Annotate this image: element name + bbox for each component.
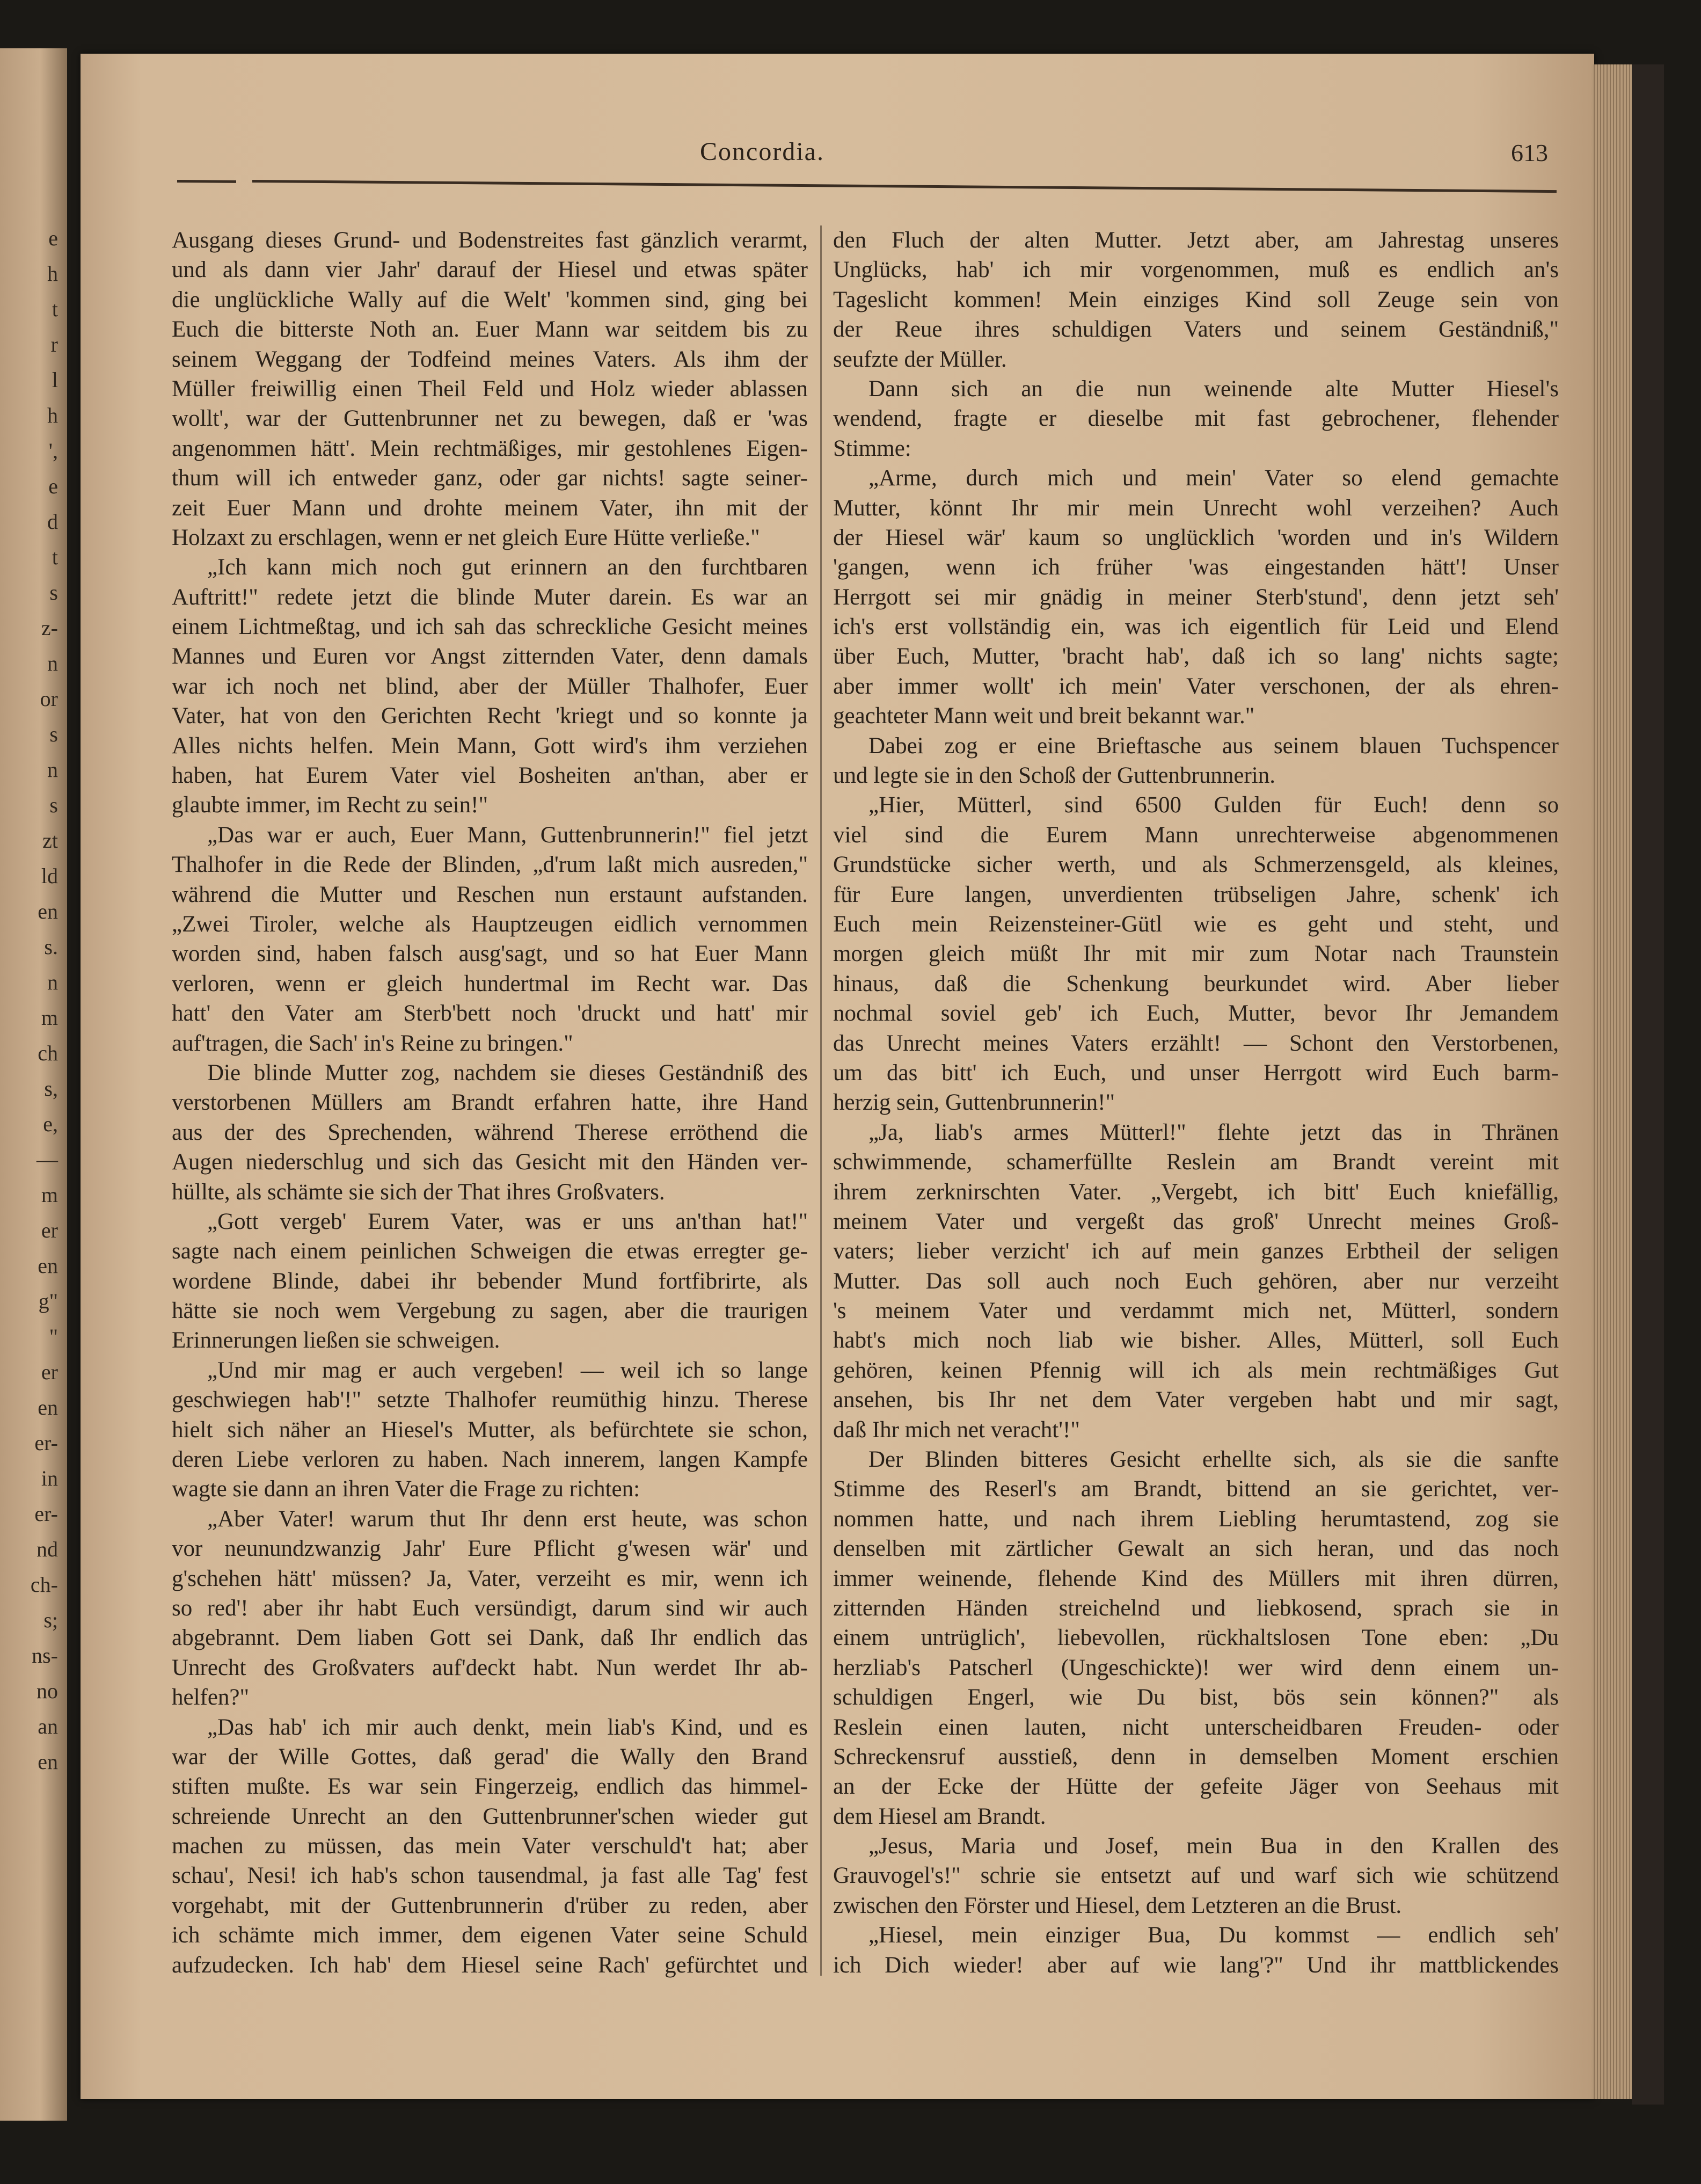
margin-fragment: er — [41, 1218, 58, 1242]
text-line: „Arme, durch mich und mein' Vater so elend gemachte — [868, 465, 1559, 491]
text-line: Euch mein Reizensteiner-Gütl wie es geht und steht, und — [833, 911, 1559, 937]
margin-fragment: in — [41, 1466, 58, 1490]
text-line: der Hiesel wär' kaum so unglücklich 'worden und in's Wildern — [833, 525, 1559, 550]
text-line: „Ja, liab's armes Mütterl!" flehte jetzt das in Thränen — [868, 1119, 1559, 1145]
text-line: denselben mit zärtlicher Gewalt an sich heran, und das noch — [833, 1536, 1559, 1562]
text-line: für Eure langen, unverdienten trübseligen Jahre, schenk' ich — [833, 882, 1559, 907]
text-line: Ausgang dieses Grund- und Bodenstreites fast gänzlich verarmt, — [172, 228, 808, 253]
margin-fragment: s, — [44, 1076, 58, 1101]
paragraph — [833, 374, 1559, 463]
margin-fragment: n — [47, 651, 58, 675]
left-text-column — [172, 225, 808, 1980]
text-line: sagte nach einem peinlichen Schweigen die etwas erregter ge- — [172, 1239, 808, 1264]
text-line: wagte sie dann an ihren Vater die Frage zu richten: — [172, 1476, 640, 1502]
margin-fragment: m — [41, 1006, 58, 1030]
text-line: hätte sie noch wem Vergebung zu sagen, aber die traurigen — [172, 1298, 808, 1324]
margin-fragment: z- — [41, 616, 58, 640]
margin-fragment: s; — [43, 1608, 58, 1632]
text-line: Grauvogel's!" schrie sie entsetzt auf und warf sich wie schützend — [833, 1863, 1559, 1889]
paragraph — [172, 1356, 808, 1504]
text-line: „Gott vergeb' Eurem Vater, was er uns an'than hat!" — [207, 1209, 808, 1234]
text-line: schwimmende, schamerfüllte Reslein am Brandt vereint mit — [833, 1149, 1559, 1175]
text-line: herzig sein, Guttenbrunnerin!" — [833, 1090, 1115, 1116]
text-line: deren Liebe verloren zu haben. Nach innerem, langen Kampfe — [172, 1447, 808, 1473]
margin-fragment: en — [38, 1254, 58, 1278]
text-line: Holzaxt zu erschlagen, wenn er net gleich Eure Hütte verließe." — [172, 525, 760, 550]
paragraph — [172, 1058, 808, 1207]
paragraph — [833, 1445, 1559, 1831]
text-line: worden sind, haben falsch ausg'sagt, und so hat Euer Mann — [172, 941, 808, 967]
text-line: Euch die bitterste Noth an. Euer Mann war seitdem bis zu — [172, 317, 808, 343]
header-rule-short — [177, 180, 236, 183]
text-line: zitternden Händen streichelnd und liebkosend, sprach sie in — [833, 1595, 1559, 1621]
paragraph — [833, 1831, 1559, 1920]
text-line: vor neunundzwanzig Jahr' Eure Pflicht g'wesen wär' und — [172, 1536, 808, 1562]
text-line: Stimme: — [833, 435, 911, 461]
text-line: hielt sich näher an Hiesel's Mutter, als befürchtete sie schon, — [172, 1417, 808, 1443]
margin-fragment: h — [47, 261, 58, 286]
text-line: Der Blinden bitteres Gesicht erhellte sich, als sie die sanfte — [868, 1447, 1559, 1473]
text-line: morgen gleich müßt Ihr mit mir zum Notar nach Traunstein — [833, 941, 1559, 967]
text-line: ich Dich wieder! aber auf wie lang'?" Und ihr mattblickendes — [833, 1952, 1559, 1978]
text-line: schreiende Unrecht an den Guttenbrunner'schen wieder gut — [172, 1803, 808, 1829]
text-line: seinem Weggang der Todfeind meines Vaters. Als ihm der — [172, 346, 808, 372]
margin-fragment: e — [48, 226, 58, 250]
margin-fragment: s — [49, 580, 58, 605]
text-line: vorgehabt, mit der Guttenbrunnerin d'rüber zu reden, aber — [172, 1892, 808, 1918]
paragraph — [833, 790, 1559, 1117]
text-line: viel sind die Eurem Mann unrechterweise abgenommenen — [833, 822, 1559, 848]
text-line: 'gangen, wenn ich früher 'was eingestanden hätt'! Unser — [833, 555, 1559, 580]
margin-fragment: s. — [44, 935, 58, 959]
text-line: thum will ich entweder ganz, oder gar nichts! sagte seiner- — [172, 465, 808, 491]
text-line: Tageslicht kommen! Mein einziges Kind soll Zeuge sein von — [833, 287, 1559, 312]
text-line: wollt', war der Guttenbrunner net zu bewegen, daß er 'was — [172, 406, 808, 432]
margin-fragment: ch- — [30, 1573, 58, 1597]
text-line: ansehen, bis Ihr net dem Vater vergeben habt und mir sagt, — [833, 1387, 1559, 1413]
margin-fragment: s — [49, 722, 58, 746]
text-line: Müller freiwillig einen Theil Feld und Holz wieder ablassen — [172, 376, 808, 402]
margin-fragment: l — [52, 368, 58, 392]
margin-fragment: m — [41, 1183, 58, 1207]
text-line: ich schämte mich immer, dem eigenen Vater seine Schuld — [172, 1923, 808, 1948]
text-line: aber immer wollt' ich mein' Vater verschonen, der als ehren- — [833, 673, 1559, 699]
text-line: stiften mußte. Es war sein Fingerzeig, endlich das himmel- — [172, 1774, 808, 1800]
text-line: haben, hat Eurem Vater viel Bosheiten an'than, aber er — [172, 763, 808, 789]
text-line: verloren, wenn er gleich hundertmal im Recht war. Das — [172, 971, 808, 996]
paragraph — [833, 731, 1559, 791]
text-line: nommen hatte, und nach ihrem Liebling herumtastend, zog sie — [833, 1506, 1559, 1532]
running-header-title: Concordia. — [700, 137, 824, 166]
text-line: einem Lichtmeßtag, und ich sah das schreckliche Gesicht meines — [172, 614, 808, 640]
page-edges — [1592, 64, 1632, 2099]
text-line: einem untrüglich', liebevollen, rückhaltslosen Tone eben: „Du — [833, 1625, 1559, 1651]
margin-fragment: nd — [36, 1537, 58, 1561]
text-line: habt's mich noch liab wie bisher. Alles, Mütterl, soll Euch — [833, 1328, 1559, 1353]
margin-fragment: er- — [34, 1431, 58, 1455]
text-line: ihrem zerknirschten Vater. „Vergebt, ich bitt' Euch kniefällig, — [833, 1179, 1559, 1205]
text-line: Grundstücke sicher werth, und als Schmerzensgeld, als kleines, — [833, 852, 1559, 878]
text-line: Reslein einen lauten, nicht unterscheidbaren Freuden- oder — [833, 1714, 1559, 1740]
text-line: Herrgott sei mir gnädig in meiner Sterb'stund', denn jetzt seh' — [833, 584, 1559, 610]
text-line: war der Wille Gottes, daß gerad' die Wally den Brand — [172, 1744, 808, 1770]
text-line: abgebrannt. Dem liaben Gott sei Dank, daß Ihr endlich das — [172, 1625, 808, 1651]
text-line: „Und mir mag er auch vergeben! — weil ich so lange — [207, 1357, 808, 1383]
text-line: über Euch, Mutter, 'bracht hab', daß ich so lang' nichts sagte; — [833, 644, 1559, 669]
paragraph — [833, 225, 1559, 374]
text-line: herzliab's Patscherl (Ungeschickte)! wer wird denn einem un- — [833, 1655, 1559, 1680]
paragraph — [172, 225, 808, 552]
paragraph — [172, 820, 808, 1058]
text-line: „Das war er auch, Euer Mann, Guttenbrunnerin!" fiel jetzt — [207, 822, 808, 848]
text-line: die unglückliche Wally auf die Welt' 'kommen sind, ging bei — [172, 287, 808, 312]
paragraph — [172, 552, 808, 820]
text-line: g'schehen hätt' müssen? Ja, Vater, verzeiht es mir, wenn ich — [172, 1566, 808, 1591]
margin-fragment: s — [49, 793, 58, 817]
margin-fragment: ld — [41, 864, 58, 888]
text-line: Vater, hat von den Gerichten Recht 'kriegt und so konnte ja — [172, 703, 808, 729]
margin-fragment: ns- — [32, 1643, 58, 1668]
margin-fragment: ch — [38, 1041, 58, 1065]
text-line: immer weinende, flehende Kind des Müllers mit ihren dürren, — [833, 1566, 1559, 1591]
text-line: der Reue ihres schuldigen Vaters und seinem Geständniß," — [833, 317, 1559, 343]
margin-fragment: e, — [43, 1112, 58, 1136]
margin-fragment: d — [47, 509, 58, 534]
text-line: vaters; lieber verzicht' ich auf mein ganzes Erbtheil der seligen — [833, 1239, 1559, 1264]
text-line: verstorbenen Müllers am Brandt erfahren hatte, ihre Hand — [172, 1090, 808, 1116]
margin-fragment: zt — [42, 828, 58, 853]
text-line: ich's erst vollständig ein, was ich eigentlich für Leid und Elend — [833, 614, 1559, 640]
text-line: Mutter, könnt Ihr mir mein Unrecht wohl verzeihen? Auch — [833, 495, 1559, 521]
text-line: angenommen hätt'. Mein rechtmäßiges, mir gestohlenes Eigen- — [172, 435, 808, 461]
text-line: „Aber Vater! warum thut Ihr denn erst heute, was schon — [207, 1506, 808, 1532]
text-line: nochmal soviel geb' ich Euch, Mutter, bevor Ihr Jemandem — [833, 1001, 1559, 1027]
margin-fragment: an — [38, 1714, 58, 1738]
paragraph — [833, 463, 1559, 731]
text-line: und legte sie in den Schoß der Guttenbrunnerin. — [833, 763, 1275, 789]
text-line: aufzudecken. Ich hab' dem Hiesel seine Rach' gefürchtet und — [172, 1952, 808, 1978]
text-line: Unglücks, hab' ich mir vorgenommen, muß es endlich an's — [833, 257, 1559, 283]
margin-fragment: h — [47, 403, 58, 427]
text-line: hinaus, daß die Schenkung beurkundet wird. Aber lieber — [833, 971, 1559, 996]
text-line: um das bitt' ich Euch, und unser Herrgott wird Euch barm- — [833, 1060, 1559, 1086]
margin-fragment: ', — [48, 439, 58, 463]
text-line: „Zwei Tiroler, welche als Hauptzeugen eidlich vernommen — [172, 911, 808, 937]
text-line: machen zu müssen, das mein Vater verschuld't hat; aber — [172, 1833, 808, 1859]
text-line: so red'! aber ihr habt Euch versündigt, darum sind wir auch — [172, 1595, 808, 1621]
text-line: auf'tragen, die Sach' in's Reine zu bringen." — [172, 1030, 573, 1056]
text-line: meinem Vater und vergeßt das groß' Unrecht meines Groß- — [833, 1209, 1559, 1234]
text-line: den Fluch der alten Mutter. Jetzt aber, am Jahrestag unseres — [833, 228, 1559, 253]
text-line: geschwiegen hab'!" setzte Thalhofer reumüthig hinzu. Therese — [172, 1387, 808, 1413]
text-line: helfen?" — [172, 1685, 250, 1710]
text-line: „Hier, Mütterl, sind 6500 Gulden für Euch! denn so — [868, 792, 1559, 818]
right-text-column — [833, 225, 1559, 1980]
text-line: an der Ecke der Hütte der gefeite Jäger von Seehaus mit — [833, 1774, 1559, 1800]
paragraph — [172, 1713, 808, 1981]
text-line: „Das hab' ich mir auch denkt, mein liab's Kind, und es — [207, 1714, 808, 1740]
text-line: daß Ihr mich net veracht'!" — [833, 1417, 1080, 1443]
text-line: gehören, keinen Pfennig will ich als mein rechtmäßiges Gut — [833, 1357, 1559, 1383]
text-line: Mutter. Das soll auch noch Euch gehören, aber nur verzeiht — [833, 1268, 1559, 1294]
paragraph — [172, 1207, 808, 1356]
page-number: 613 — [1511, 139, 1548, 166]
margin-fragment: en — [38, 899, 58, 923]
text-line: wordene Blinde, dabei ihr bebender Mund fortfibrirte, als — [172, 1268, 808, 1294]
text-line: Schreckensruf ausstieß, denn in demselben Moment erschien — [833, 1744, 1559, 1770]
text-line: „Ich kann mich noch gut erinnern an den furchtbaren — [207, 555, 808, 580]
text-line: wendend, fragte er dieselbe mit fast gebrochener, flehender — [833, 406, 1559, 432]
text-line: dem Hiesel am Brandt. — [833, 1803, 1046, 1829]
text-line: „Hiesel, mein einziger Bua, Du kommst — endlich seh' — [868, 1923, 1559, 1948]
text-line: seufzte der Müller. — [833, 346, 1007, 372]
text-line: zeit Euer Mann und drohte meinem Vater, ihn mit der — [172, 495, 808, 521]
text-line: Dabei zog er eine Brieftasche aus seinem blauen Tuchspencer — [868, 733, 1559, 759]
text-line: Die blinde Mutter zog, nachdem sie dieses Geständniß des — [207, 1060, 808, 1086]
text-line: Mannes und Euren vor Angst zitternden Vater, denn damals — [172, 644, 808, 669]
margin-fragment: en — [38, 1395, 58, 1419]
text-line: das Unrecht meines Vaters erzählt! — Schont den Verstorbenen, — [833, 1030, 1559, 1056]
paragraph — [833, 1118, 1559, 1445]
margin-fragment: er — [41, 1360, 58, 1384]
text-line: glaubte immer, im Recht zu sein!" — [172, 792, 488, 818]
text-line: aus der des Sprechenden, während Therese erröthend die — [172, 1119, 808, 1145]
text-line: hatt' den Vater am Sterb'bett noch 'druckt und hatt' mir — [172, 1001, 808, 1027]
margin-fragment: r — [50, 332, 58, 356]
facing-page-edge — [0, 48, 67, 2121]
facing-page-text-fragments — [4, 225, 63, 1785]
text-line: „Jesus, Maria und Josef, mein Bua in den Krallen des — [868, 1833, 1559, 1859]
text-line: 's meinem Vater und verdammt mich net, Mütterl, sondern — [833, 1298, 1559, 1324]
margin-fragment: n — [47, 758, 58, 782]
text-line: zwischen den Förster und Hiesel, dem Letzteren an die Brust. — [833, 1892, 1402, 1918]
margin-fragment: e — [48, 474, 58, 498]
text-line: Stimme des Reserl's am Brandt, bittend an sie gerichtet, ver- — [833, 1476, 1559, 1502]
text-line: geachteter Mann weit und breit bekannt war." — [833, 703, 1255, 729]
margin-fragment: or — [40, 687, 58, 711]
paragraph — [172, 1504, 808, 1713]
text-line: schau', Nesi! ich hab's schon tausendmal, ja fast alle Tag' fest — [172, 1863, 808, 1889]
margin-fragment: t — [52, 545, 58, 569]
text-line: Augen niederschlug und sich das Gesicht mit den Händen ver- — [172, 1149, 808, 1175]
text-line: Alles nichts helfen. Mein Mann, Gott wird's ihm verziehen — [172, 733, 808, 759]
text-line: Dann sich an die nun weinende alte Mutter Hiesel's — [868, 376, 1559, 402]
text-line: und als dann vier Jahr' darauf der Hiesel und etwas später — [172, 257, 808, 283]
text-line: war ich noch net blind, aber der Müller Thalhofer, Euer — [172, 673, 808, 699]
paragraph — [833, 1920, 1559, 1980]
text-line: Unrecht des Großvaters auf'deckt habt. Nun werdet Ihr ab- — [172, 1655, 808, 1680]
margin-fragment: er- — [34, 1502, 58, 1526]
text-line: schuldigen Engerl, wie Du bist, bös sein können?" als — [833, 1685, 1559, 1710]
text-line: Erinnerungen ließen sie schweigen. — [172, 1328, 500, 1353]
margin-fragment: — — [36, 1147, 58, 1171]
text-line: Thalhofer in die Rede der Blinden, „d'rum laßt mich ausreden," — [172, 852, 808, 878]
text-line: Auftritt!" redete jetzt die blinde Muter darein. Es war an — [172, 584, 808, 610]
column-divider — [820, 225, 822, 1976]
text-line: hüllte, als schämte sie sich der That ihres Großvaters. — [172, 1179, 665, 1205]
margin-fragment: t — [52, 297, 58, 321]
book-binding — [1632, 64, 1664, 2105]
text-line: während die Mutter und Reschen nun erstaunt aufstanden. — [172, 882, 808, 907]
margin-fragment: no — [36, 1679, 58, 1703]
margin-fragment: en — [38, 1750, 58, 1774]
margin-fragment: g" — [38, 1289, 58, 1313]
margin-fragment: n — [47, 970, 58, 994]
margin-fragment: " — [49, 1324, 58, 1349]
